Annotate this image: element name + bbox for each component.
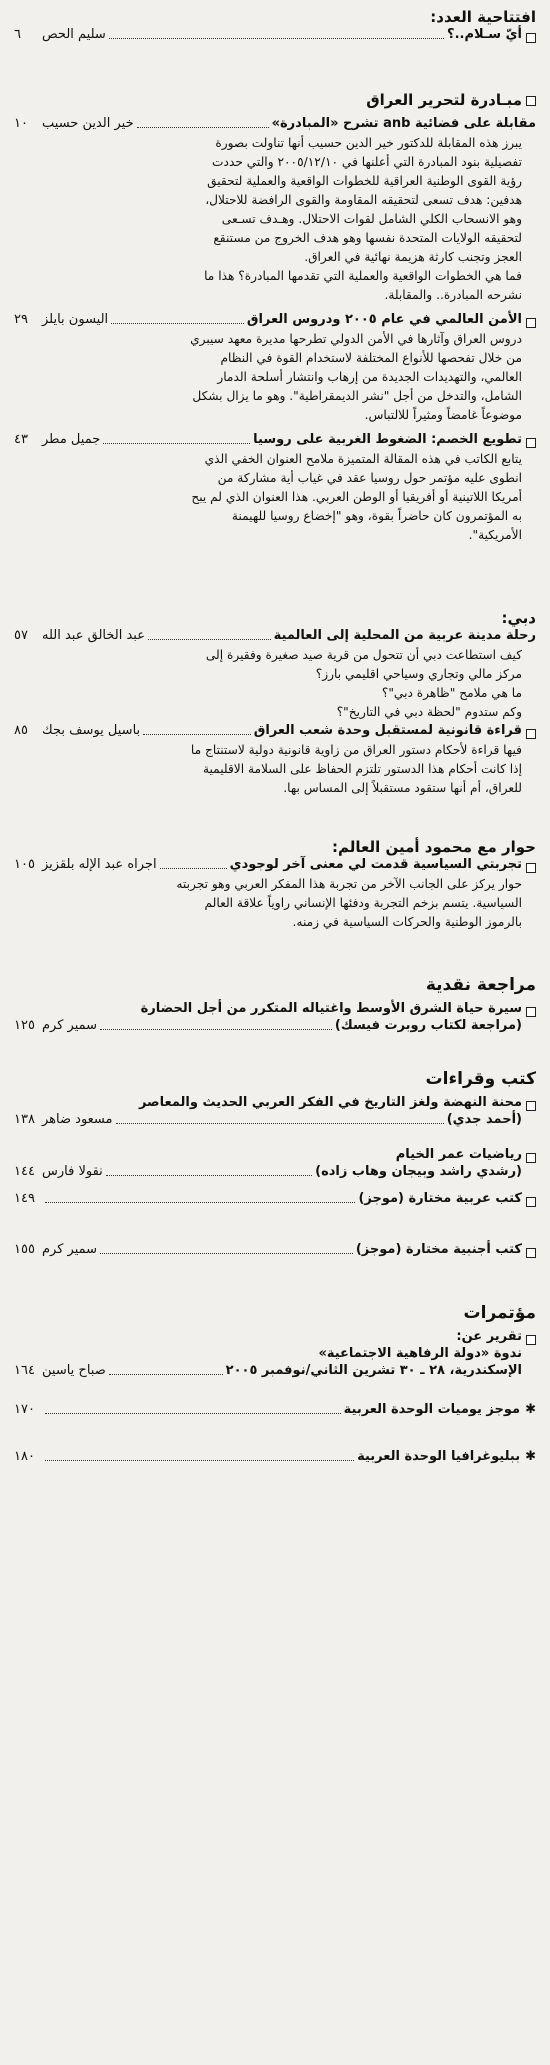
entry-author: نقولا فارس [42, 1164, 103, 1179]
leader-dots [45, 1202, 355, 1203]
toc-entry[interactable] [14, 1000, 536, 1034]
entry-author: مسعود ضاهر [42, 1112, 113, 1127]
leader-dots [137, 127, 269, 128]
toc-entry[interactable] [14, 115, 536, 305]
entry-page: ١٢٥ [14, 1018, 35, 1033]
desc-line: كيف استطاعت دبي أن تتحول من قرية صيد صغيرة وفقيرة إلى [205, 648, 522, 662]
desc-line: الشامل، والتدخل من أجل "نشر الديمقراطية". وهو ما يزال بشكل [192, 389, 522, 403]
desc-line: تفصيلية بنود المبادرة التي أعلنها في ٢٠٠٥/١٢/١٠ والتي حددت [212, 155, 522, 169]
star-icon: ✱ [525, 1402, 536, 1417]
toc-entry[interactable] [14, 1094, 536, 1128]
entry-title: رياضيات عمر الخيام [395, 1147, 522, 1162]
entry-page: ١٨٠ [14, 1449, 35, 1464]
square-bullet-icon [526, 1248, 536, 1258]
desc-line: من خلال تفحصها للأنواع المختلفة لاستخدام القوة في النظام [220, 351, 522, 365]
entry-title: رحلة مدينة عربية من المحلية إلى العالمية [273, 628, 536, 643]
entry-author: اليسون بايلز [42, 312, 109, 327]
entry-title: موجز يوميات الوحدة العربية [343, 1402, 521, 1417]
desc-line: رؤية القوى الوطنية العراقية للخطوات الواقعية والعملية لتحقيق [207, 174, 522, 188]
opening-page: ٦ [14, 27, 21, 42]
opening-entry [14, 8, 536, 43]
entry-author: خير الدين حسيب [42, 116, 134, 131]
toc-entry[interactable] [14, 1146, 536, 1180]
toc-entry[interactable] [14, 431, 536, 545]
leader-dots [143, 734, 251, 735]
report-page: ١٦٤ [14, 1363, 35, 1378]
entry-subtitle: (أحمد جدي) [446, 1112, 522, 1127]
opening-author: سليم الحص [42, 27, 106, 42]
entry-title: تطويع الخصم: الضغوط الغربية على روسيا [253, 432, 522, 447]
desc-line: السياسية. يتسم بزخم التجربة ودفئها الإنساني راوياً علاقة العالم [204, 896, 522, 910]
entry-author: باسيل يوسف بجك [42, 723, 141, 738]
report-author: صباح ياسين [42, 1363, 106, 1378]
entry-description [14, 875, 522, 932]
entry-title: كتب أجنبية مختارة (موجز) [355, 1242, 522, 1257]
entry-description [14, 646, 522, 722]
desc-line: وكم ستدوم "لحظة دبي في التاريخ"؟ [336, 705, 522, 719]
initiative-section-label: مبـادرة لتحرير العراق [366, 91, 522, 109]
square-bullet-icon [526, 863, 536, 873]
entry-author: عبد الخالق عبد الله [42, 628, 145, 643]
leader-dots [103, 443, 250, 444]
square-bullet-icon [526, 438, 536, 448]
desc-line: انطوى عليه مؤتمر حول روسيا عقد في غياب أية مشاركة من [217, 471, 522, 485]
desc-line: العجز وتجنب كارثة هزيمة نهائية في العراق. [304, 250, 522, 264]
entry-page: ١٠٥ [14, 857, 35, 872]
books-section-title: كتب وقراءات [425, 1069, 536, 1089]
desc-line: هدفين: هدف تسعى لتحقيقه المقاومة والقوى الرافضة للاحتلال، [205, 193, 522, 207]
desc-line: إذا كانت أحكام هذا الدستور تلتزم الحفاظ على السلامة الاقليمية [202, 762, 522, 776]
entry-description [14, 450, 522, 545]
desc-line: حوار يركز على الجانب الآخر من تجربة هذا المفكر العربي وهو تجربته [176, 877, 522, 891]
square-bullet-icon [526, 1335, 536, 1345]
entry-page: ١٧٠ [14, 1402, 35, 1417]
desc-line: وهو الانسحاب الكلي الشامل لقوات الاحتلال. وهـدف تسـعى [221, 212, 522, 226]
entry-title: ببليوغرافيا الوحدة العربية [357, 1449, 521, 1464]
desc-line: به المؤتمرون كان حاضراً بقوة، وهو "إخضاع روسيا للهيمنة [231, 509, 522, 523]
desc-line: ما هي ملامح "ظاهرة دبي"؟ [381, 686, 522, 700]
entry-title: محنة النهضة ولغز التاريخ في الفكر العربي الحديث والمعاصر [138, 1095, 522, 1110]
leader-dots [109, 38, 444, 39]
desc-line: موضوعاً غامضاً ومثيراً للالتباس. [364, 408, 522, 422]
square-bullet-icon [526, 318, 536, 328]
square-bullet-icon [526, 729, 536, 739]
desc-line: العالمي، والتهديدات الجديدة من إرهاب وانتشار أسلحة الدمار [217, 370, 522, 384]
entry-subtitle: (رشدي راشد وبيجان وهاب زاده) [315, 1164, 522, 1179]
square-bullet-icon [526, 1197, 536, 1207]
leader-dots [148, 639, 271, 640]
entry-title: الأمن العالمي في عام ٢٠٠٥ ودروس العراق [246, 312, 522, 327]
square-bullet-icon [526, 96, 536, 106]
desc-line: دروس العراق وآثارها في الأمن الدولي تطرحها مديرة معهد سيبري [190, 332, 522, 346]
leader-dots [160, 868, 227, 869]
entry-page: ١٠ [14, 116, 28, 131]
entry-title: تجربتي السياسية قدمت لي معنى آخر لوجودي [229, 857, 522, 872]
leader-dots [100, 1029, 332, 1030]
toc-entry[interactable] [14, 1190, 536, 1207]
entry-page: ٤٣ [14, 432, 28, 447]
toc-entry[interactable] [14, 722, 536, 798]
leader-dots [100, 1253, 353, 1254]
entry-description [14, 330, 522, 425]
desc-line: أمريكا اللاتينية أو أفريقيا أو الوطن العربي. هذا العنوان الذي لم يبح [191, 490, 522, 504]
square-bullet-icon [526, 1101, 536, 1111]
leader-dots [116, 1123, 444, 1124]
desc-line: فيها قراءة لأحكام دستور العراق من زاوية قانونية دولية لاستنتاج ما [190, 743, 522, 757]
report-place: الإسكندرية، ٢٨ ـ ٣٠ تشرين الثاني/نوفمبر ٢٠٠٥ [225, 1363, 522, 1378]
leader-dots [111, 323, 244, 324]
desc-line: مركز مالي وتجاري وسياحي اقليمي بارز؟ [315, 667, 522, 681]
opening-row[interactable] [14, 26, 536, 43]
star-icon: ✱ [525, 1449, 536, 1464]
review-section-title: مراجعة نقدية [425, 975, 536, 995]
square-bullet-icon [526, 1153, 536, 1163]
entry-description [14, 741, 522, 798]
entry-page: ١٤٩ [14, 1191, 35, 1206]
toc-entry[interactable] [14, 311, 536, 425]
opening-title: أيّ سـلام..؟ [447, 27, 522, 42]
toc-entry[interactable] [14, 627, 536, 722]
entry-subtitle: (مراجعة لكتاب روبرت فيسك) [334, 1018, 522, 1033]
toc-entry[interactable] [14, 1241, 536, 1258]
conferences-section-title: مؤتمرات [463, 1303, 536, 1323]
report-title: ندوة «دولة الرفاهية الاجتماعية» [318, 1346, 522, 1361]
leader-dots [106, 1175, 312, 1176]
opening-section-title: افتتاحية العدد: [430, 8, 536, 26]
report-label: تقرير عن: [456, 1329, 522, 1344]
toc-entry[interactable] [14, 1401, 536, 1418]
desc-line: يبرز هذه المقابلة للدكتور خير الدين حسيب أنها تناولت بصورة [215, 136, 522, 150]
entry-title: مقابلة على فضائية anb تشرح «المبادرة» [271, 116, 536, 131]
entry-page: ١٤٤ [14, 1164, 35, 1179]
entry-page: ١٣٨ [14, 1112, 35, 1127]
entry-author: اجراه عبد الإله بلقزيز [42, 857, 157, 872]
leader-dots [109, 1374, 223, 1375]
interview-section-title: حوار مع محمود أمين العالم: [332, 838, 536, 856]
entry-page: ٨٥ [14, 723, 28, 738]
leader-dots [45, 1460, 354, 1461]
entry-page: ٢٩ [14, 312, 28, 327]
desc-line: الأمريكية". [468, 528, 522, 542]
entry-description [14, 134, 522, 305]
desc-line: نشرحه المبادرة.. والمقابلة. [384, 288, 522, 302]
entry-title: قراءة قانونية لمستقبل وحدة شعب العراق [253, 723, 522, 738]
leader-dots [45, 1413, 341, 1414]
desc-line: يتابع الكاتب في هذه المقالة المتميزة ملامح العنوان الخفي الذي [204, 452, 522, 466]
toc-entry[interactable] [14, 856, 536, 932]
entry-author: سمير كرم [42, 1018, 98, 1033]
entry-author: سمير كرم [42, 1242, 98, 1257]
entry-page: ١٥٥ [14, 1242, 35, 1257]
dubai-section-title: دبي: [501, 609, 536, 627]
entry-page: ٥٧ [14, 628, 28, 643]
initiative-section-title [14, 91, 536, 109]
toc-entry[interactable] [14, 1328, 536, 1379]
square-bullet-icon [526, 1007, 536, 1017]
desc-line: للعراق، أم أنها ستقود مستقبلاً إلى المساس بها. [283, 781, 522, 795]
entry-author: جميل مطر [42, 432, 101, 447]
square-bullet-icon [526, 33, 536, 43]
desc-line: بالرموز الوطنية والحركات السياسية في زمنه. [292, 915, 522, 929]
toc-entry[interactable] [14, 1448, 536, 1465]
desc-line: لتحقيقه الولايات المتحدة نفسها وهو هدف الخروج من مستنقع [213, 231, 522, 245]
entry-title: كتب عربية مختارة (موجز) [358, 1191, 522, 1206]
entry-title: سيرة حياة الشرق الأوسط واغتياله المتكرر من أجل الحضارة [140, 1001, 522, 1016]
desc-line: فما هي الخطوات الواقعية والعملية التي تقدمها المبادرة؟ هذا ما [204, 269, 522, 283]
